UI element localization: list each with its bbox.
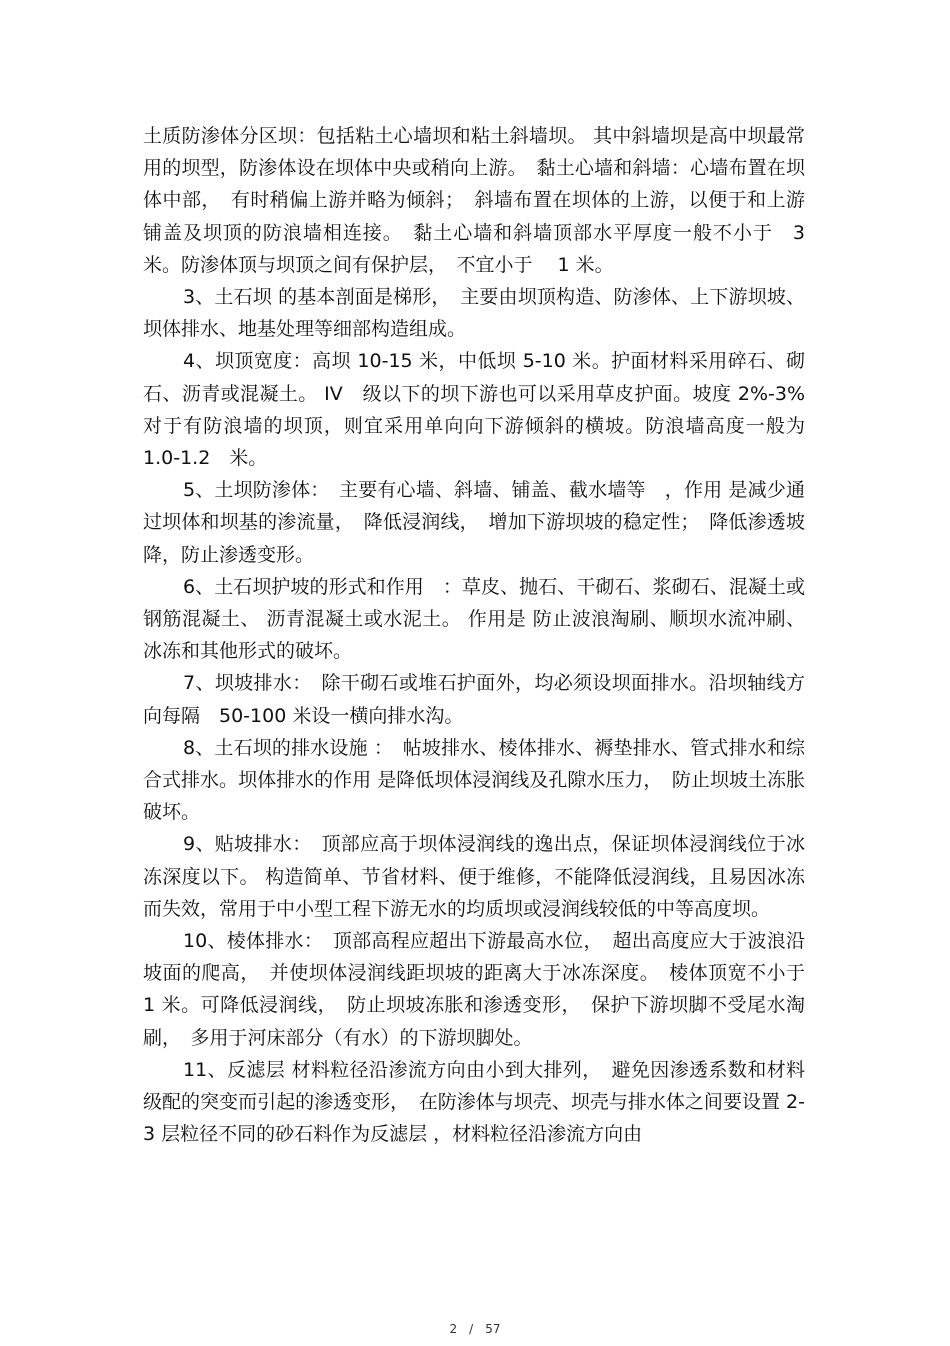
paragraph-6: 6、土石坝护坡的形式和作用 ：草皮、抛石、干砌石、浆砌石、混凝土或钢筋混凝土、 沥青混凝土或水泥土。 作用是 防止波浪淘刷、顺坝水流冲刷、冰冻和其他形式的破坏。 bbox=[143, 575, 805, 663]
paragraph-3: 3、土石坝 的基本剖面是梯形， 主要由坝顶构造、防渗体、上下游坝坡、坝体排水、地基处理等细部构造组成。 bbox=[143, 286, 805, 341]
paragraph-5: 5、土坝防渗体： 主要有心墙、斜墙、铺盖、截水墙等 ，作用 是减少通过坝体和坝基的渗流量， 降低浸润线， 增加下游坝坡的稳定性； 降低渗透坡降，防止渗透变形。 bbox=[143, 479, 805, 566]
document-body bbox=[143, 120, 825, 1151]
page-number: 2 / 57 bbox=[449, 1322, 501, 1336]
paragraph-intro: 土质防渗体分区坝：包括粘土心墙坝和粘土斜墙坝。 其中斜墙坝是高中坝最常用的坝型，防渗体设在坝体中央或稍向上游。 黏土心墙和斜墙：心墙布置在坝体中部， 有时稍偏上游并略为倾斜； 斜墙布置在坝体的上游，以便于和上游铺盖及坝顶的防浪墙相连接。 黏土心墙和斜墙顶部水平厚度一般不小于 3 米。防渗体顶与坝顶之间有保护层， 不宜小于 1 米。 bbox=[143, 125, 805, 276]
paragraph-8: 8、土石坝的排水设施 ： 帖坡排水、棱体排水、褥垫排水、管式排水和综合式排水。坝体排水的作用 是降低坝体浸润线及孔隙水压力， 防止坝坡土冻胀破坏。 bbox=[143, 736, 805, 824]
paragraph-9: 9、贴坡排水： 顶部应高于坝体浸润线的逸出点，保证坝体浸润线位于冰冻深度以下。 构造简单、节省材料、便于维修，不能降低浸润线，且易因冰冻而失效，常用于中小型工程下游无水的均质坝或浸润线较低的中等高度坝。 bbox=[143, 833, 805, 920]
paragraph-7: 7、坝坡排水： 除干砌石或堆石护面外，均必须设坝面排水。沿坝轴线方向每隔 50-100 米设一横向排水沟。 bbox=[143, 672, 805, 727]
paragraph-10: 10、棱体排水： 顶部高程应超出下游最高水位， 超出高度应大于波浪沿坡面的爬高， 并使坝体浸润线距坝坡的距离大于冰冻深度。 棱体顶宽不小于 1 米。可降低浸润线， 防止坝坡冻胀和渗透变形， 保护下游坝脚不受尾水淘刷， 多用于河床部分（有水）的下游坝脚处。 bbox=[143, 930, 805, 1049]
paragraph-11: 11、反滤层 材料粒径沿渗流方向由小到大排列， 避免因渗透系数和材料级配的突变而引起的渗透变形， 在防渗体与坝壳、坝壳与排水体之间要设置 2-3 层粒径不同的砂石料作为反滤层 ，材料粒径沿渗流方向由 bbox=[143, 1058, 805, 1146]
paragraph-4: 4、坝顶宽度：高坝 10-15 米，中低坝 5-10 米。护面材料采用碎石、砌石、沥青或混凝土。 IV 级以下的坝下游也可以采用草皮护面。坡度 2%-3% 对于有防浪墙的坝顶，则宜采用单向向下游倾斜的横坡。防浪墙高度一般为 1.0-1.2 米。 bbox=[143, 350, 825, 470]
